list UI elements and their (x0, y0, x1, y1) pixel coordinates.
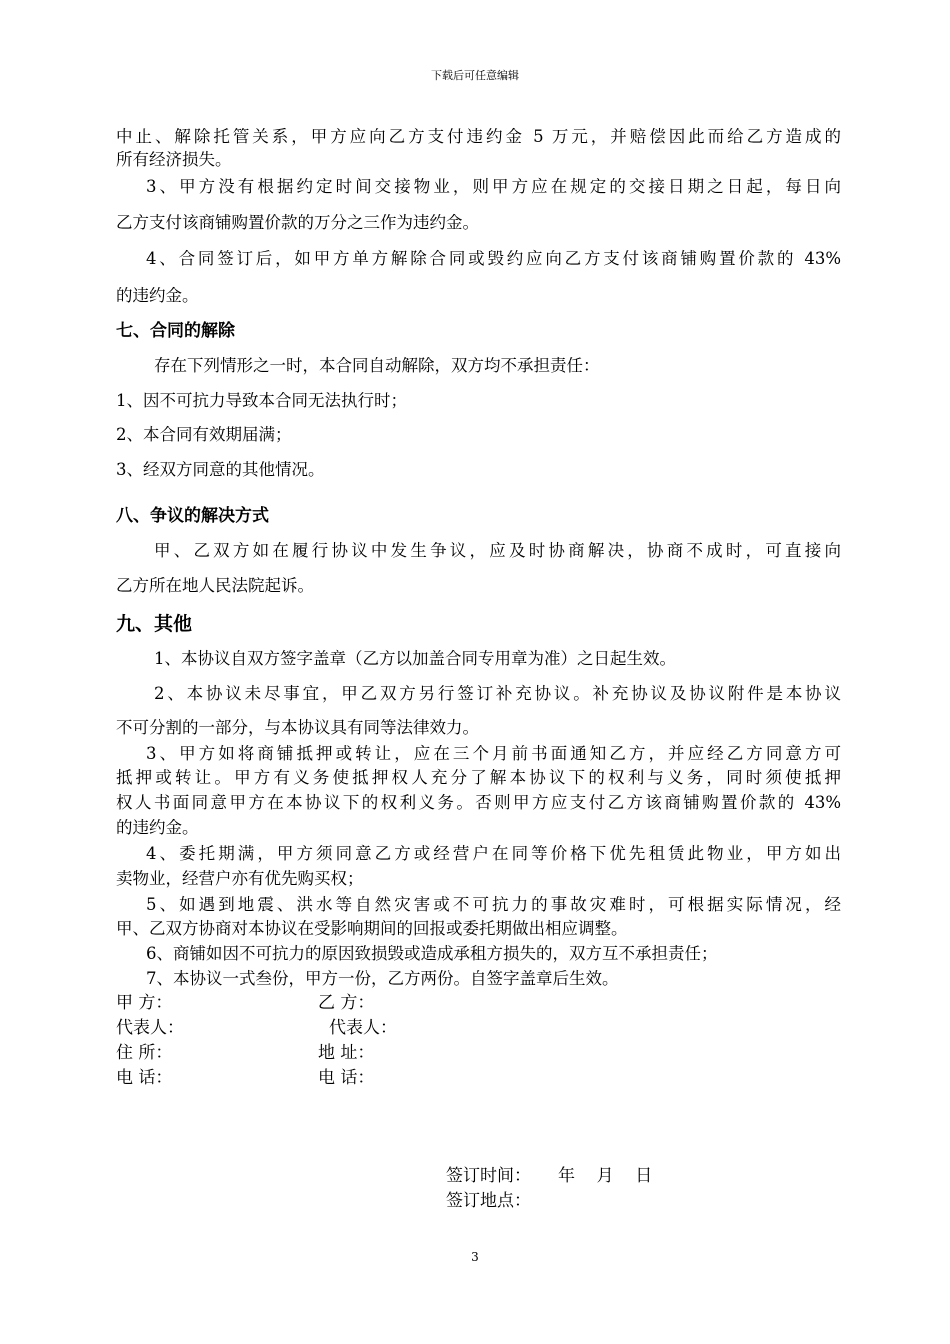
paragraph-line: 4、委托期满，甲方须同意乙方或经营户在同等价格下优先租赁此物业，甲方如出 (146, 844, 841, 863)
paragraph-line: 4、合同签订后，如甲方单方解除合同或毁约应向乙方支付该商铺购置价款的 43% (146, 249, 841, 268)
paragraph-line: 6、商铺如因不可抗力的原因致损毁或造成承租方损失的，双方互不承担责任； (146, 944, 718, 963)
page-number: 3 (471, 1250, 479, 1264)
signing-date-label: 签订时间： 年 月 日 (446, 1166, 653, 1186)
paragraph-line: 7、本协议一式叁份，甲方一份，乙方两份。自签字盖章后生效。 (146, 969, 619, 988)
paragraph-line: 3、甲方如将商铺抵押或转让，应在三个月前书面通知乙方，并应经乙方同意方可 (146, 744, 841, 763)
party-b-label: 乙 方： (318, 993, 375, 1013)
paragraph-line: 不可分割的一部分，与本协议具有同等法律效力。 (116, 718, 479, 737)
representative-b-label: 代表人： (329, 1018, 397, 1038)
address-a-label: 住 所： (116, 1043, 173, 1063)
paragraph-line: 所有经济损失。 (116, 150, 232, 169)
address-b-label: 地 址： (318, 1043, 375, 1063)
signing-place-label: 签订地点： (446, 1191, 531, 1211)
list-item: 3、经双方同意的其他情况。 (116, 460, 325, 479)
paragraph-line: 乙方所在地人民法院起诉。 (116, 576, 314, 595)
paragraph-line: 的违约金。 (116, 286, 199, 305)
party-a-label: 甲 方： (116, 993, 173, 1013)
paragraph-line: 2、本协议未尽事宜，甲乙双方另行签订补充协议。补充协议及协议附件是本协议 (154, 684, 841, 703)
paragraph-line: 的违约金。 (116, 818, 199, 837)
page-header-note: 下载后可任意编辑 (431, 69, 519, 82)
paragraph-line: 甲、乙双方协商对本协议在受影响期间的回报或委托期做出相应调整。 (116, 919, 628, 938)
phone-a-label: 电 话： (116, 1068, 173, 1088)
paragraph-line: 卖物业，经营户亦有优先购买权； (116, 869, 364, 888)
section-heading-9: 九、其他 (116, 613, 193, 635)
list-item: 1、因不可抗力导致本合同无法执行时； (116, 391, 407, 410)
representative-a-label: 代表人： (116, 1018, 184, 1038)
paragraph-line: 3、甲方没有根据约定时间交接物业，则甲方应在规定的交接日期之日起，每日向 (146, 177, 841, 196)
paragraph-line: 1、本协议自双方签字盖章（乙方以加盖合同专用章为准）之日起生效。 (154, 649, 676, 668)
list-item: 2、本合同有效期届满； (116, 425, 292, 444)
paragraph-line: 权人书面同意甲方在本协议下的权利义务。否则甲方应支付乙方该商铺购置价款的 43% (116, 793, 841, 812)
paragraph-line: 中止、解除托管关系，甲方应向乙方支付违约金 5 万元，并赔偿因此而给乙方造成的 (116, 127, 841, 146)
paragraph-line: 抵押或转让。甲方有义务使抵押权人充分了解本协议下的权利与义务，同时须使抵押 (116, 768, 841, 787)
paragraph-line: 乙方支付该商铺购置价款的万分之三作为违约金。 (116, 213, 479, 232)
section-heading-7: 七、合同的解除 (116, 321, 235, 341)
paragraph-line: 存在下列情形之一时，本合同自动解除，双方均不承担责任： (154, 356, 600, 375)
section-heading-8: 八、争议的解决方式 (116, 506, 269, 526)
paragraph-line: 甲、乙双方如在履行协议中发生争议，应及时协商解决，协商不成时，可直接向 (154, 541, 841, 560)
paragraph-line: 5、如遇到地震、洪水等自然灾害或不可抗力的事故灾难时，可根据实际情况，经 (146, 895, 841, 914)
phone-b-label: 电 话： (318, 1068, 375, 1088)
